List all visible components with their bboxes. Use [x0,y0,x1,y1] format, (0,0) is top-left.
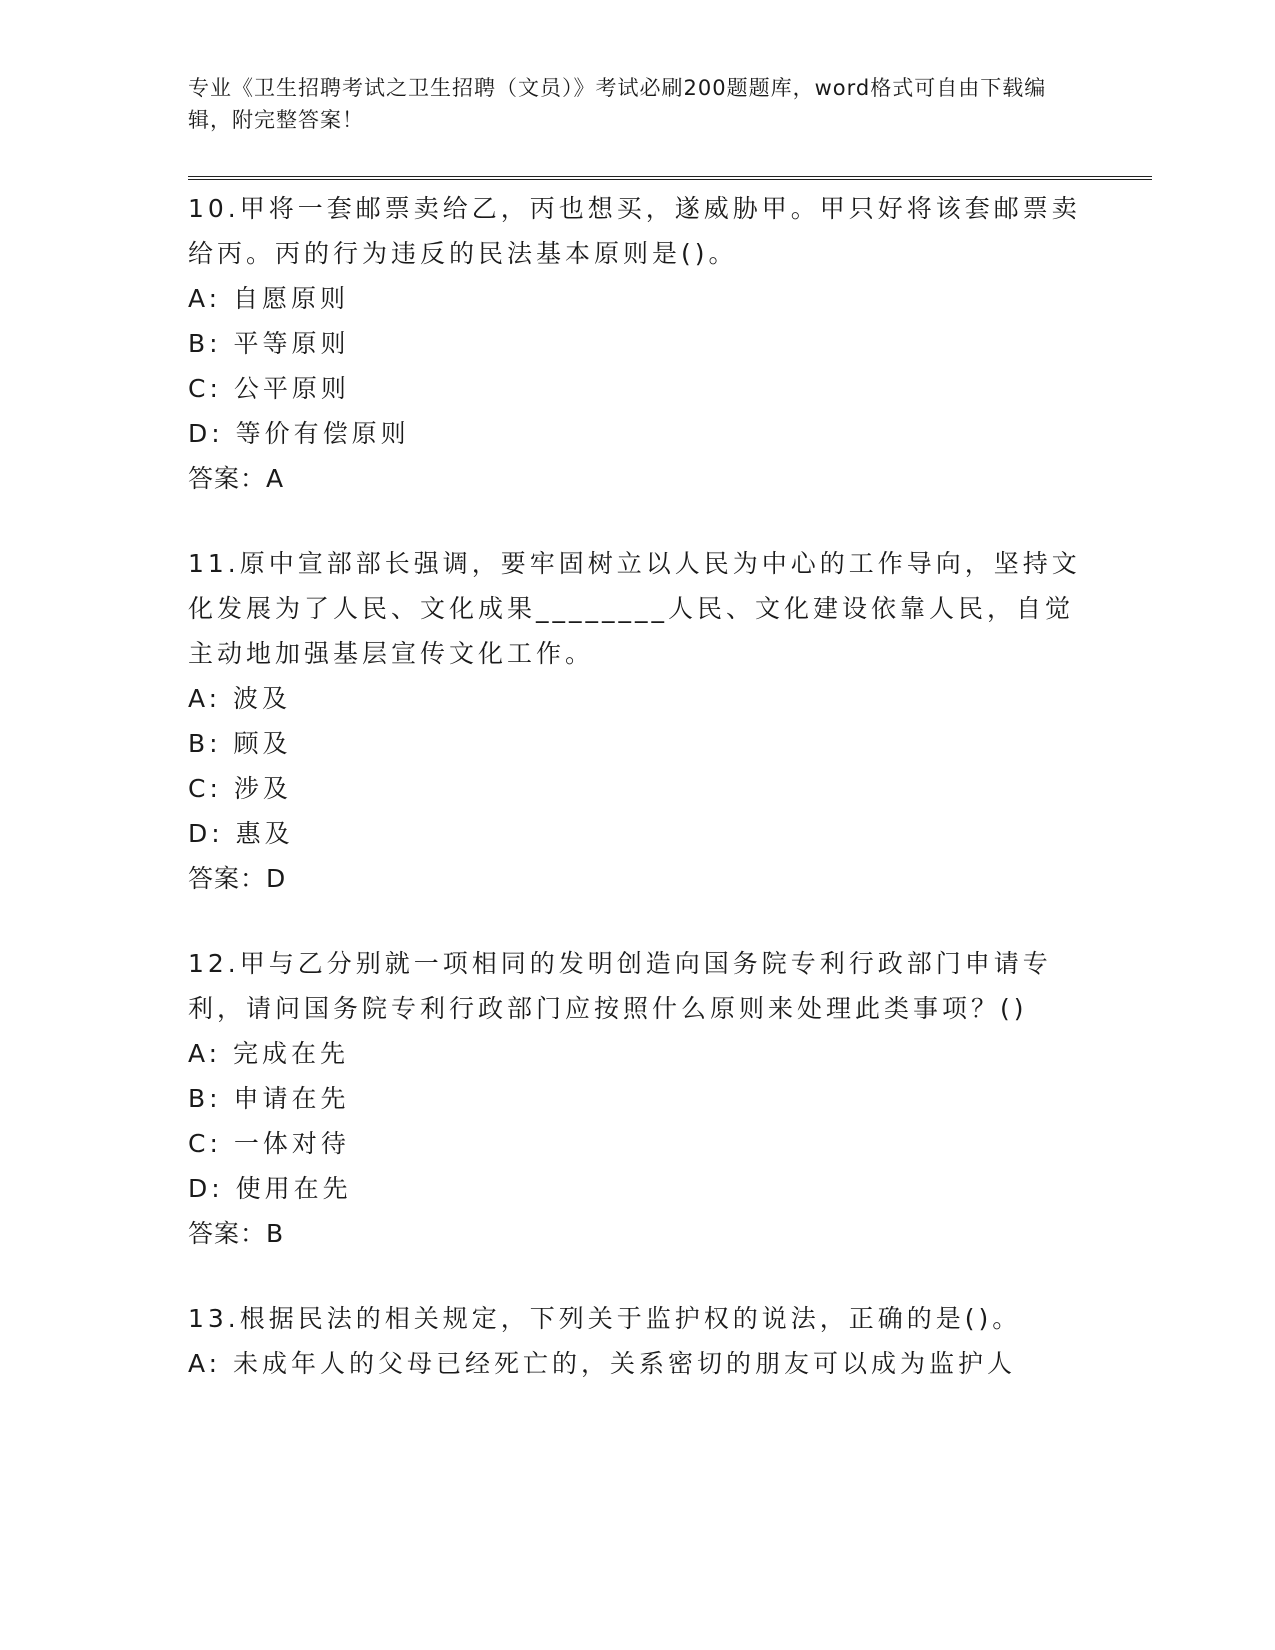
question-10 [188,186,1088,501]
option-d: D: 使用在先 [188,1174,352,1203]
option-a: A: 未成年人的父母已经死亡的，关系密切的朋友可以成为监护人 [188,1349,1017,1378]
option-a: A: 自愿原则 [188,284,350,313]
option-c: C: 涉及 [188,774,292,803]
answer: 答案：D [188,864,287,893]
answer: 答案：B [188,1219,285,1248]
option-a: A: 完成在先 [188,1039,350,1068]
option-b: B: 平等原则 [188,329,350,358]
document-header: 专业《卫生招聘考试之卫生招聘（文员）》考试必刷200题题库，word格式可自由下载编辑，附完整答案！ [188,76,1047,132]
question-13 [188,1296,1088,1386]
option-b: B: 申请在先 [188,1084,350,1113]
option-a: A: 波及 [188,684,292,713]
answer: 答案：A [188,464,285,493]
option-b: B: 顾及 [188,729,292,758]
question-11 [188,541,1088,901]
option-d: D: 惠及 [188,819,294,848]
question-stem: 10.甲将一套邮票卖给乙，丙也想买，遂威胁甲。甲只好将该套邮票卖给丙。丙的行为违反的民法基本原则是()。 [188,194,1081,268]
option-c: C: 一体对待 [188,1129,350,1158]
question-stem: 13.根据民法的相关规定，下列关于监护权的说法，正确的是()。 [188,1304,1022,1333]
question-stem: 11.原中宣部部长强调，要牢固树立以人民为中心的工作导向，坚持文化发展为了人民、文化成果________人民、文化建设依靠人民，自觉主动地加强基层宣传文化工作。 [188,549,1081,668]
question-12 [188,941,1088,1256]
question-stem: 12.甲与乙分别就一项相同的发明创造向国务院专利行政部门申请专利，请问国务院专利行政部门应按照什么原则来处理此类事项？() [188,949,1052,1023]
header-divider [188,176,1152,180]
option-d: D: 等价有偿原则 [188,419,410,448]
question-list [188,186,1088,1426]
option-c: C: 公平原则 [188,374,350,403]
